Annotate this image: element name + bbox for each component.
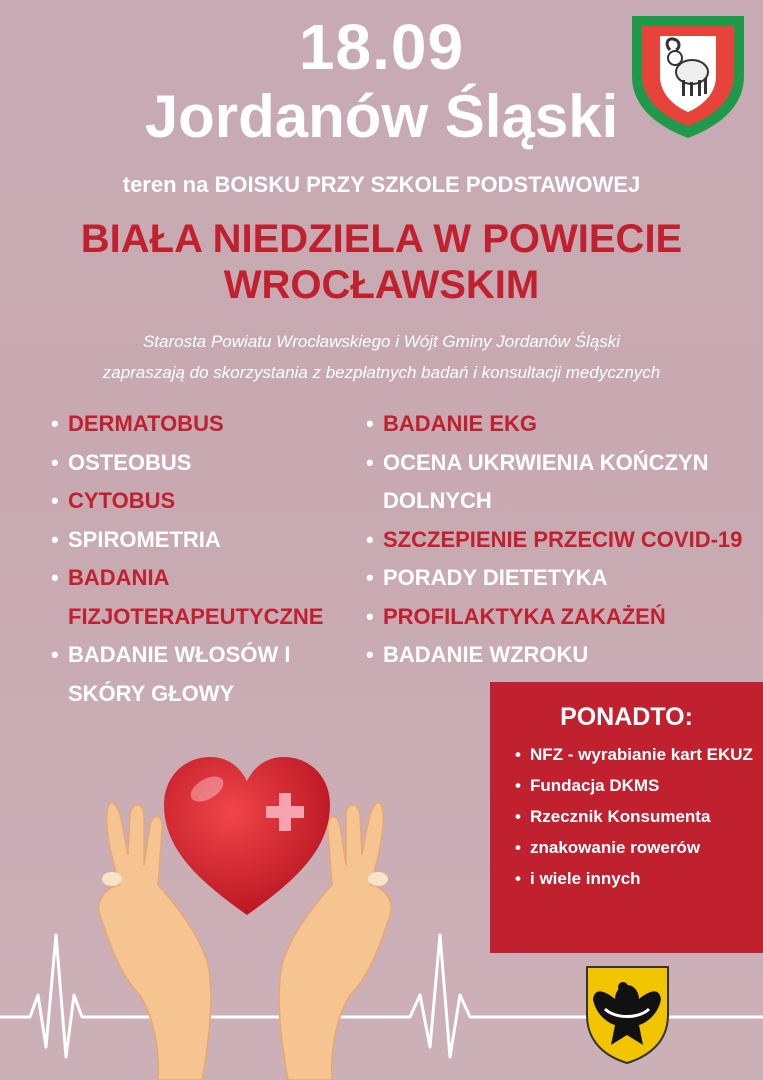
event-venue: teren na BOISKU PRZY SZKOLE PODSTAWOWEJ: [122, 172, 641, 197]
services-list-right: [383, 405, 758, 675]
heart-with-cross-icon: [162, 755, 332, 920]
service-item: • OCENA UKRWIENIA KOŃCZYN DOLNYCH: [383, 444, 728, 521]
page-title: BIAŁA NIEDZIELA W POWIECIE WROCŁAWSKIM: [80, 217, 683, 307]
invitation-line-1: Starosta Powiatu Wrocławskiego i Wójt Gminy Jordanów Śląski: [142, 332, 621, 351]
extras-item: • Fundacja DKMS: [530, 770, 755, 801]
service-item: • SZCZEPIENIE PRZECIW COVID-19: [383, 521, 758, 560]
service-item: • PROFILAKTYKA ZAKAŻEŃ: [383, 598, 758, 637]
service-item: • BADANIE EKG: [383, 405, 758, 444]
service-item: • BADANIE WZROKU: [383, 636, 758, 675]
service-item: • BADANIA FIZJOTERAPEUTYCZNE: [68, 559, 338, 636]
extras-list: [530, 739, 755, 894]
service-item: • SPIROMETRIA: [68, 521, 358, 560]
extras-item: • znakowanie rowerów: [530, 832, 755, 863]
extras-title: PONADTO:: [560, 703, 693, 731]
service-item: • PORADY DIETETYKA: [383, 559, 758, 598]
eagle-coat-of-arms-icon: [585, 965, 670, 1065]
service-item: • OSTEOBUS: [68, 444, 358, 483]
service-item: • DERMATOBUS: [68, 405, 358, 444]
extras-item: • Rzecznik Konsumenta: [530, 801, 755, 832]
extras-item: • NFZ - wyrabianie kart EKUZ: [530, 739, 755, 770]
service-item: • BADANIE WŁOSÓW I SKÓRY GŁOWY: [68, 636, 298, 713]
event-town: Jordanów Śląski: [144, 83, 619, 150]
invitation-line-2: zapraszają do skorzystania z bezpłatnych badań i konsultacji medycznych: [102, 363, 661, 382]
services-list-left: [68, 405, 358, 713]
service-item: • CYTOBUS: [68, 482, 358, 521]
event-date: 18.09: [298, 11, 465, 83]
invitation-text: [20, 326, 743, 388]
extras-item: • i wiele innych: [530, 863, 755, 894]
